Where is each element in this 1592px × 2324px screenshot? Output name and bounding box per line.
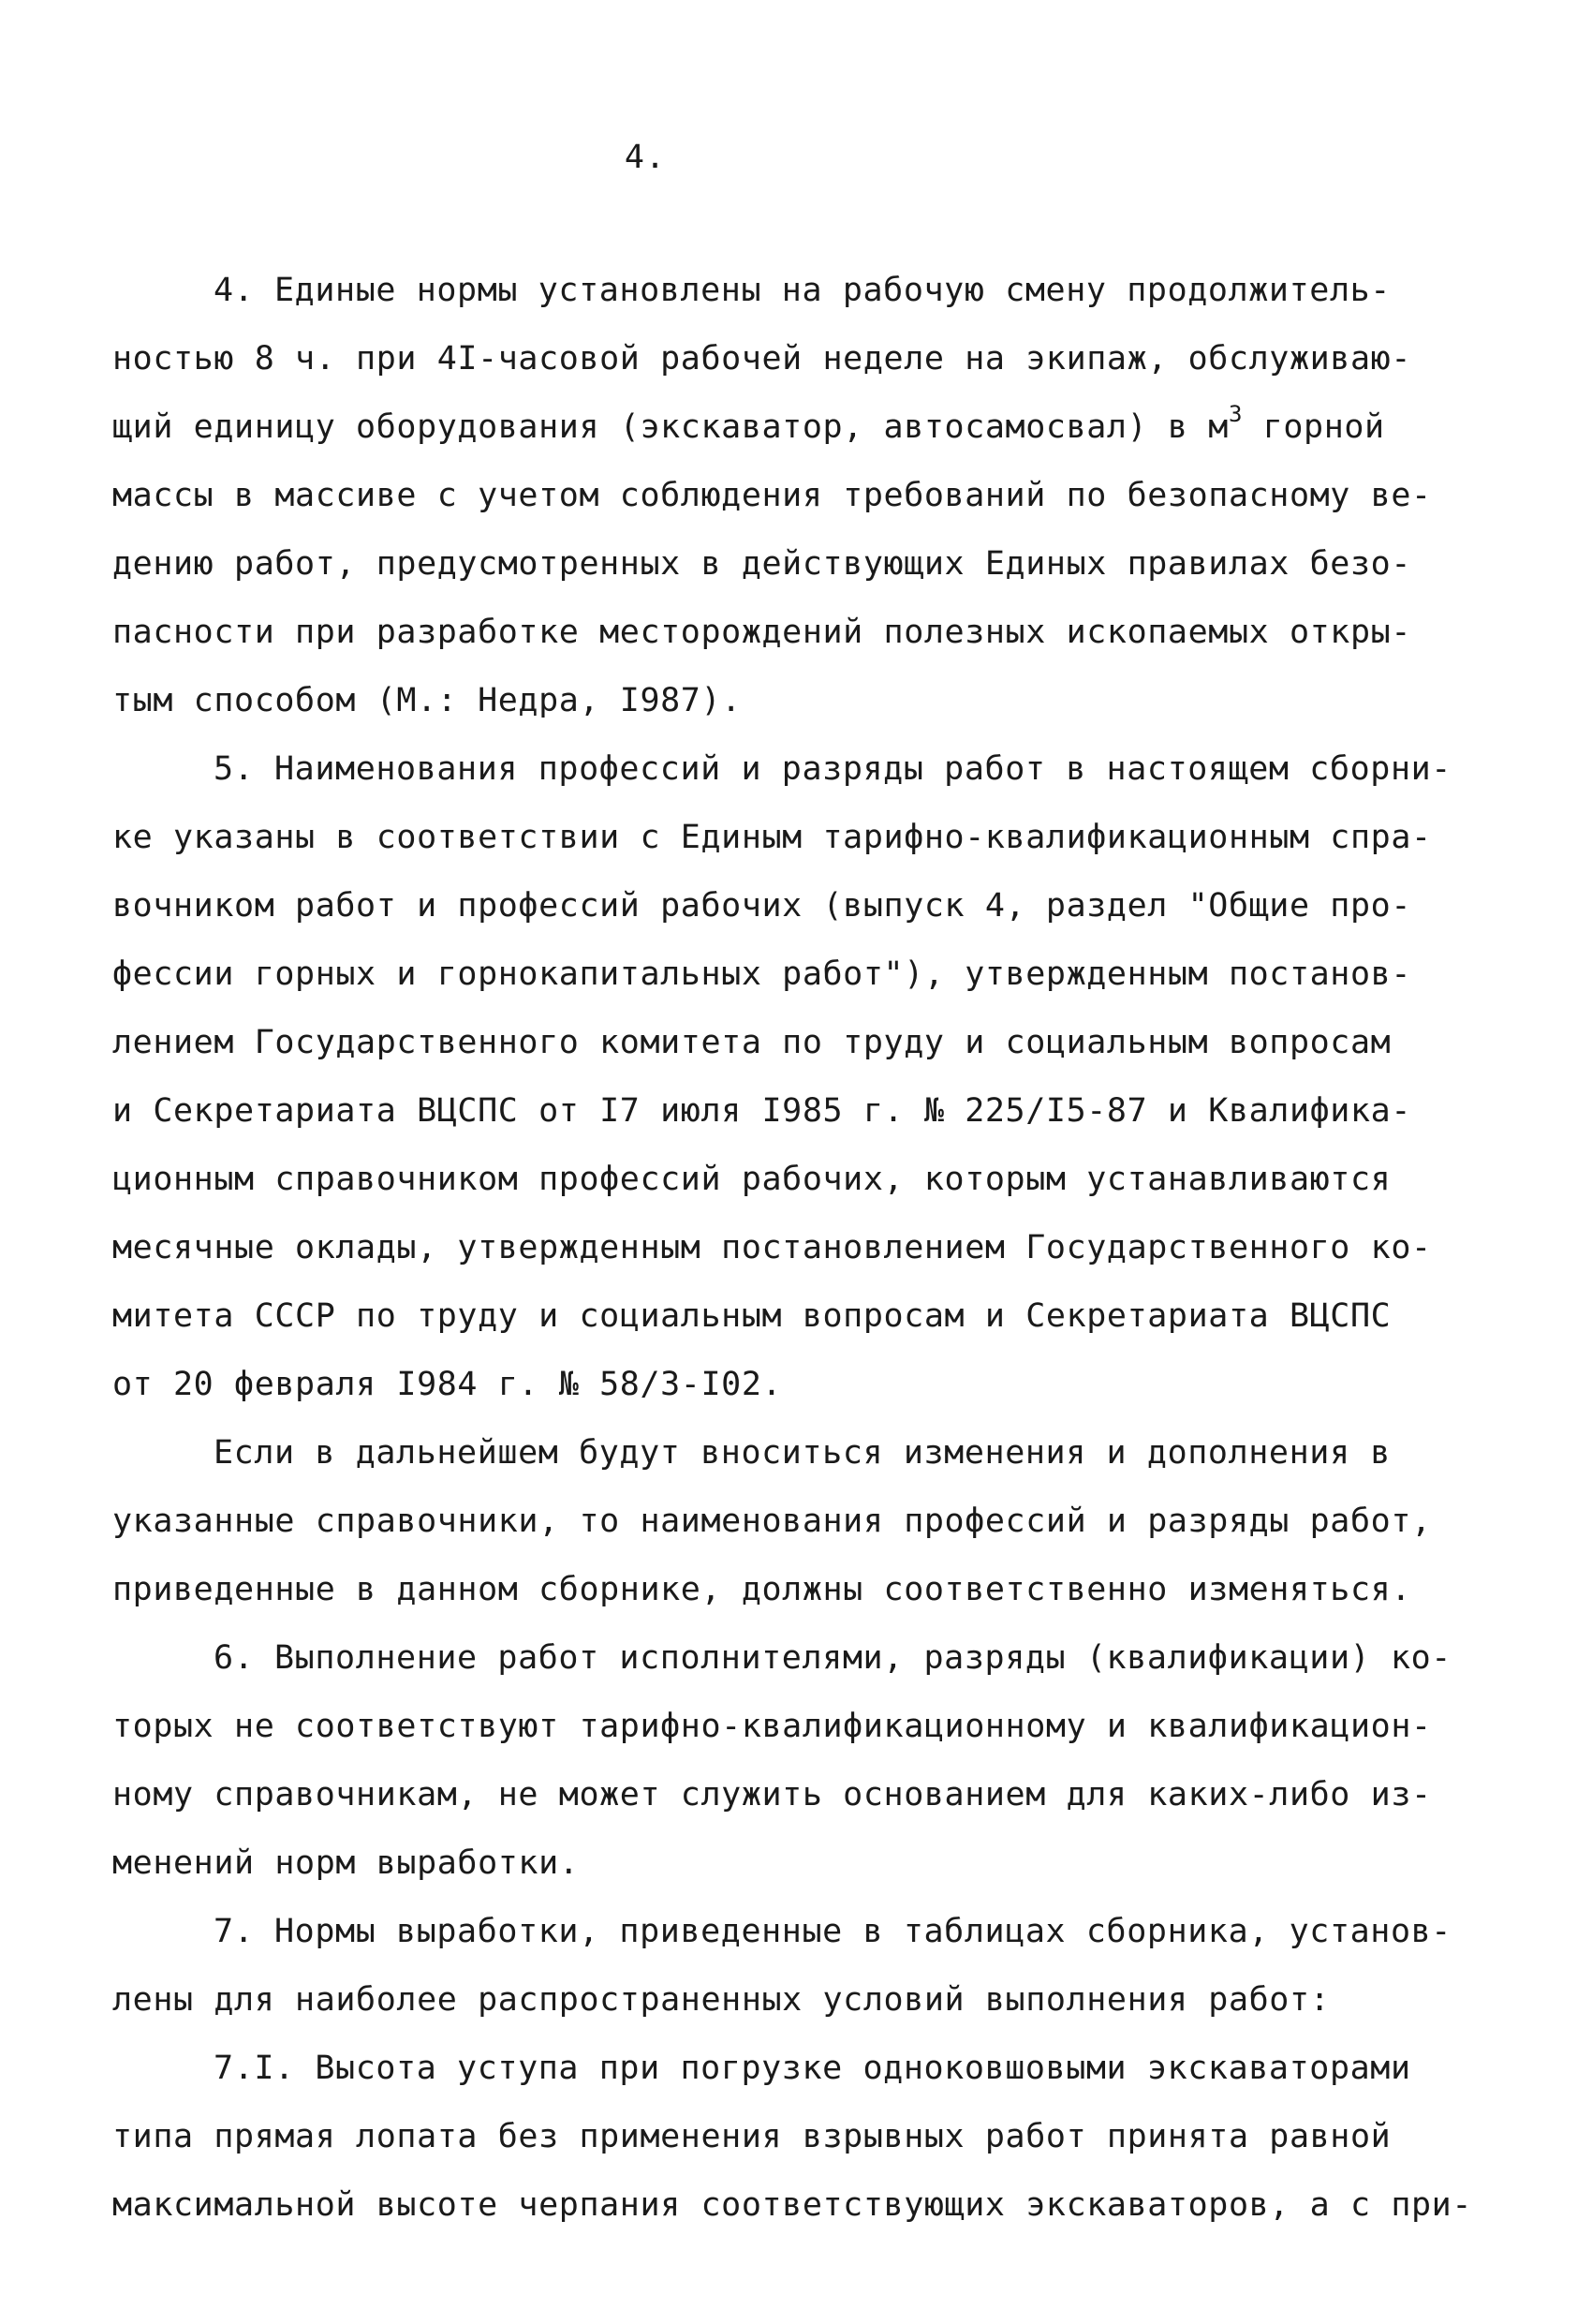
paragraph-6-line-2: торых не соответствуют тарифно-квалификационному и квалификацион- [112,1708,1432,1745]
paragraph-7-1-line-3: максимальной высоте черпания соответствующих экскаваторов, а с при- [112,2186,1473,2224]
paragraph-5-line-8: месячные оклады, утвержденным постановлением Государственного ко- [112,1229,1432,1266]
paragraph-5-line-5: лением Государственного комитета по труду и социальным вопросам [112,1024,1392,1061]
paragraph-7-1-line-2: типа прямая лопата без применения взрывных работ принята равной [112,2118,1392,2155]
cubic-superscript: 3 [1228,401,1244,428]
paragraph-7-line-2: лены для наиболее распространенных условий выполнения работ: [112,1981,1331,2019]
body-text [112,257,1473,2240]
paragraph-5-line-9: митета СССР по труду и социальным вопросам и Секретариата ВЦСПС [112,1297,1392,1335]
paragraph-7-1-line-1: 7.I. Высота уступа при погрузке одноковшовыми экскаваторами [214,2050,1411,2087]
paragraph-4-line-5: дению работ, предусмотренных в действующих Единых правилах безо- [112,545,1411,583]
paragraph-note-line-3: приведенные в данном сборнике, должны соответственно изменяться. [112,1571,1411,1608]
paragraph-6-line-3: ному справочникам, не может служить основанием для каких-либо из- [112,1776,1432,1813]
paragraph-5-line-3: вочником работ и профессий рабочих (выпуск 4, раздел "Общие про- [112,887,1411,925]
paragraph-note-line-1: Если в дальнейшем будут вноситься изменения и дополнения в [214,1434,1391,1472]
line-3-tail: горной [1243,408,1385,446]
paragraph-6-line-4: менений норм выработки. [112,1844,580,1882]
paragraph-5-line-7: ционным справочником профессий рабочих, которым устанавливаются [112,1161,1392,1198]
paragraph-5-line-6: и Секретариата ВЦСПС от I7 июля I985 г. № 225/I5-87 и Квалифика- [112,1092,1411,1130]
page-number: 4. [624,139,667,176]
paragraph-5-line-4: фессии горных и горнокапитальных работ"), утвержденным постанов- [112,955,1411,993]
paragraph-4-line-2: ностью 8 ч. при 4I-часовой рабочей неделе на экипаж, обслуживаю- [112,340,1411,377]
paragraph-7-line-1: 7. Нормы выработки, приведенные в таблицах сборника, установ- [214,1913,1452,1950]
line-3-text: щий единицу оборудования (экскаватор, автосамосвал) в м [112,408,1229,446]
paragraph-note-line-2: указанные справочники, то наименования профессий и разряды работ, [112,1502,1432,1540]
paragraph-4-line-3 [112,393,1461,462]
paragraph-4-line-4: массы в массиве с учетом соблюдения требований по безопасному ве- [112,477,1432,514]
paragraph-6-line-1: 6. Выполнение работ исполнителями, разряды (квалификации) ко- [214,1639,1452,1677]
paragraph-5-line-2: ке указаны в соответствии с Единым тарифно-квалификационным спра- [112,819,1432,856]
paragraph-4-line-7: тым способом (М.: Недра, I987). [112,682,742,719]
paragraph-5-line-1: 5. Наименования профессий и разряды работ в настоящем сборни- [214,750,1452,788]
paragraph-4-line-1: 4. Единые нормы установлены на рабочую смену продолжитель- [214,272,1391,309]
paragraph-4-line-6: пасности при разработке месторождений полезных ископаемых откры- [112,614,1411,651]
paragraph-5-line-10: от 20 февраля I984 г. № 58/3-I02. [112,1366,783,1403]
